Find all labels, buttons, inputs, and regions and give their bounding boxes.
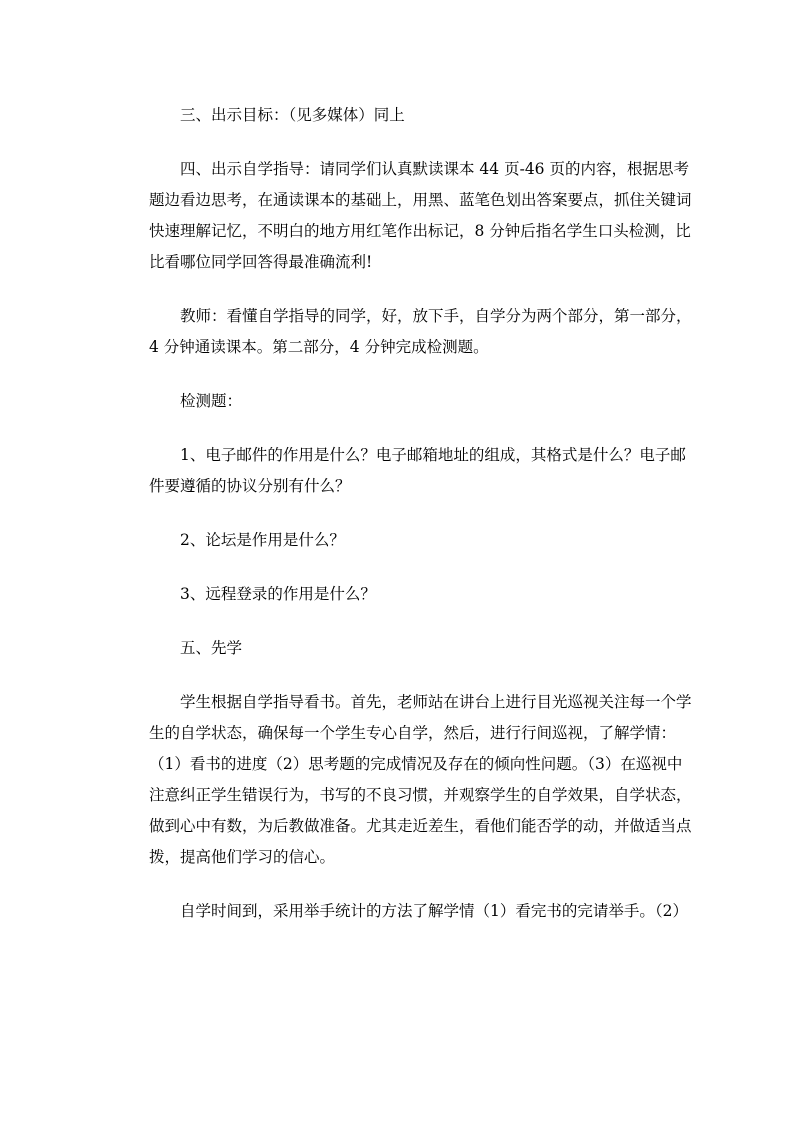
text-line: 四、出示自学指导：请同学们认真默读课本 44 页-46 页的内容，根据思考: [180, 160, 689, 178]
paragraph-self-study-guide: [118, 154, 692, 278]
section-heading-objectives: [118, 100, 678, 131]
paragraph-time-up: [118, 896, 688, 927]
document-body: [118, 100, 692, 950]
text-line: 快速理解记忆，不明白的地方用红笔作出标记，8 分钟后指名学生口头检测，比: [149, 222, 691, 240]
text-line: 生的自学状态，确保每一个学生专心自学，然后，进行行间巡视，了解学情：: [149, 724, 677, 742]
text-line: 3、远程登录的作用是什么？: [180, 585, 376, 603]
text-line: 比看哪位同学回答得最准确流利!: [149, 253, 373, 271]
text-line: 注意纠正学生错误行为，书写的不良习惯，并观察学生的自学效果，自学状态，: [149, 786, 692, 804]
text-line: 2、论坛是作用是什么？: [180, 531, 345, 549]
text-line: 题边看边思考，在通读课本的基础上，用黑、蓝笔色划出答案要点，抓住关键词: [149, 191, 692, 209]
text-line: 做到心中有数，为后教做准备。尤其走近差生，看他们能否学的动，并做适当点: [149, 817, 692, 835]
question-2: [118, 525, 678, 556]
text-line: 检测题：: [180, 392, 243, 410]
text-line: 教师：看懂自学指导的同学，好，放下手，自学分为两个部分，第一部分，: [180, 307, 692, 325]
heading-test-questions: [118, 386, 678, 417]
question-3: [118, 579, 678, 610]
text-line: 自学时间到，采用举手统计的方法了解学情（1）看完书的完请举手。（2）: [180, 902, 688, 920]
paragraph-student-reading: [118, 687, 692, 873]
text-line: 三、出示目标：（见多媒体）同上: [180, 106, 405, 124]
paragraph-teacher: [118, 301, 692, 363]
text-line: 五、先学: [180, 639, 243, 657]
question-1: [118, 440, 686, 502]
text-line: 1、电子邮件的作用是什么？电子邮箱地址的组成，其格式是什么？电子邮: [180, 446, 686, 464]
text-line: （1）看书的进度（2）思考题的完成情况及存在的倾向性问题。（3）在巡视中: [149, 755, 683, 773]
text-line: 件要遵循的协议分别有什么？: [149, 477, 351, 495]
text-line: 学生根据自学指导看书。首先，老师站在讲台上进行目光巡视关注每一个学: [180, 693, 692, 711]
text-line: 4 分钟通读课本。第二部分，4 分钟完成检测题。: [149, 338, 489, 356]
section-heading-first-learning: [118, 633, 678, 664]
text-line: 拨，提高他们学习的信心。: [149, 848, 336, 866]
